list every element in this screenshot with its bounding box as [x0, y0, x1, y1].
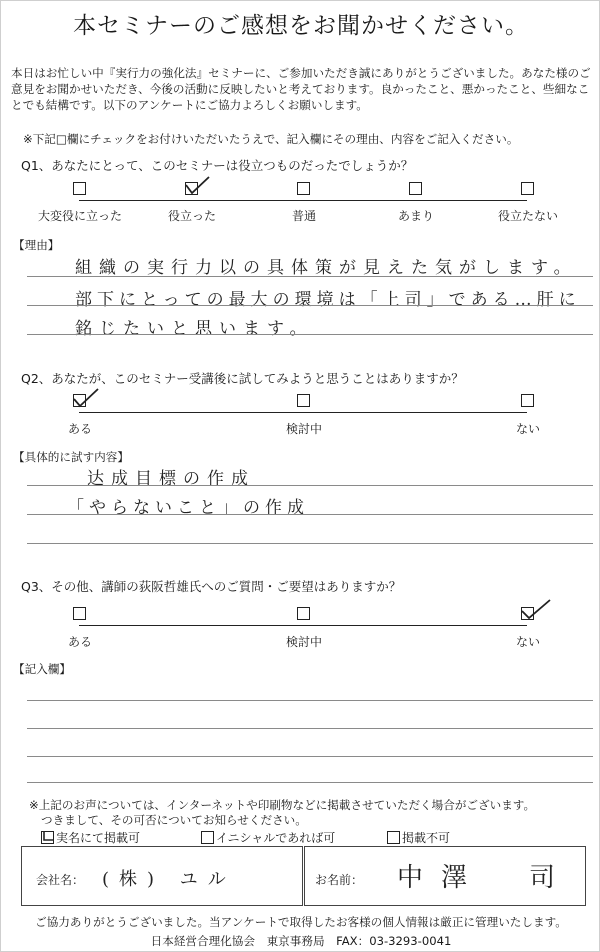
publication-note-line-2: つきまして、その可否についてお知らせください。 — [41, 813, 307, 827]
publication-option-initials[interactable] — [201, 829, 335, 846]
publication-checkbox-3[interactable] — [387, 831, 400, 844]
footer-thanks: ご協力ありがとうございました。当アンケートで取得したお客様の個人情報は厳正に管理いたします。 — [35, 915, 567, 929]
intro-text: 本日はお忙しい中『実行力の強化法』セミナーに、ご参加いただき誠にありがとうございました。あなた様のご意見をお聞かせいただき、今後の活動に反映したいと考えております。良かったこと、悪かったこと、些細なことでも結構です。以下のアンケートにご協力よろしくお願いします。 — [11, 66, 591, 112]
q2-option-checkbox-2[interactable] — [297, 394, 310, 407]
company-label: 会社名： — [36, 873, 85, 887]
q2-option-label-2: 検討中 — [285, 422, 322, 436]
company-value: (株) ユル — [102, 869, 236, 890]
q1-check-mark-icon — [183, 175, 211, 197]
q3-entry-rule — [27, 728, 593, 729]
q1-option-label-2: 役立った — [167, 209, 216, 223]
q1-answer-line-3: 銘じたいと思います。 — [75, 319, 314, 339]
q3-entry-rule — [27, 756, 593, 757]
q1-option-checkbox-3[interactable] — [297, 182, 310, 195]
q1-reason-label: 【理由】 — [13, 238, 60, 252]
q1-answer-line-2: 部下にとっての最大の環境は「上司」である…肝に — [75, 290, 581, 310]
name-box[interactable] — [304, 846, 586, 906]
publication-option-label-2: イニシャルであれば可 — [216, 831, 336, 845]
q2-answer-rule — [27, 485, 593, 486]
q1-option-checkbox-4[interactable] — [409, 182, 422, 195]
name-label: お名前： — [315, 873, 364, 887]
q2-check-mark-icon — [71, 387, 101, 409]
publication-option-not-allowed[interactable] — [387, 829, 450, 846]
q3-check-mark-icon — [519, 598, 553, 622]
q1-scale-line — [79, 200, 527, 201]
q1-option-checkbox-5[interactable] — [521, 182, 534, 195]
q2-answer-line-2: 「やらないこと」の作成 — [67, 498, 309, 518]
instruction-text: ※下記□欄にチェックをお付けいただいたうえで、記入欄にその理由、内容をご記入ください。 — [23, 132, 519, 146]
q3-scale-line — [79, 625, 527, 626]
q2-question: Q2、あなたが、このセミナー受講後に試してみようと思うことはありますか？ — [21, 371, 464, 386]
q3-entry-label: 【記入欄】 — [13, 662, 71, 676]
q3-entry-rule — [27, 700, 593, 701]
page-title: 本セミナーのご感想をお聞かせください。 — [73, 13, 529, 39]
q2-scale-line — [79, 412, 527, 413]
q1-option-checkbox-1[interactable] — [73, 182, 86, 195]
q3-option-label-3: ない — [515, 635, 540, 649]
q1-option-label-3: 普通 — [291, 209, 316, 223]
q3-option-checkbox-2[interactable] — [297, 607, 310, 620]
name-value: 中澤 司 — [397, 863, 574, 893]
q3-entry-rule — [27, 782, 593, 783]
q2-answer-rule — [27, 543, 593, 544]
publication-option-label-3: 掲載不可 — [402, 831, 451, 845]
q1-option-label-5: 役立たない — [497, 209, 558, 223]
q3-option-checkbox-1[interactable] — [73, 607, 86, 620]
q3-option-label-2: 検討中 — [285, 635, 322, 649]
publication-check-mark-icon — [42, 828, 56, 842]
q1-question: Q1、あなたにとって、このセミナーは役立つものだったでしょうか？ — [21, 158, 414, 173]
q3-question: Q3、その他、講師の荻阪哲雄氏へのご質問・ご要望はありますか？ — [21, 579, 402, 594]
q1-answer-rule — [27, 334, 593, 335]
q1-answer-line-1: 組織の実行力以の具体策が見えた気がします。 — [75, 258, 578, 278]
q1-option-label-4: あまり — [397, 209, 434, 223]
q2-answer-rule — [27, 514, 593, 515]
q2-option-label-3: ない — [515, 422, 540, 436]
q2-detail-label: 【具体的に試す内容】 — [13, 450, 129, 464]
publication-note-line-1: ※上記のお声については、インターネットや印刷物などに掲載させていただく場合がございます。 — [29, 798, 536, 812]
publication-checkbox-2[interactable] — [201, 831, 214, 844]
q3-option-label-1: ある — [67, 635, 92, 649]
q1-answer-rule — [27, 305, 593, 306]
company-box[interactable] — [21, 846, 303, 906]
q1-answer-rule — [27, 276, 593, 277]
footer-org: 日本経営合理化協会 東京事務局 FAX：03-3293-0041 — [150, 934, 452, 948]
q1-option-label-1: 大変役に立った — [37, 209, 122, 223]
q2-option-checkbox-3[interactable] — [521, 394, 534, 407]
q2-option-label-1: ある — [67, 422, 92, 436]
publication-option-label-1: 実名にて掲載可 — [56, 831, 141, 845]
q2-answer-line-1: 达成目標の作成 — [87, 469, 255, 489]
